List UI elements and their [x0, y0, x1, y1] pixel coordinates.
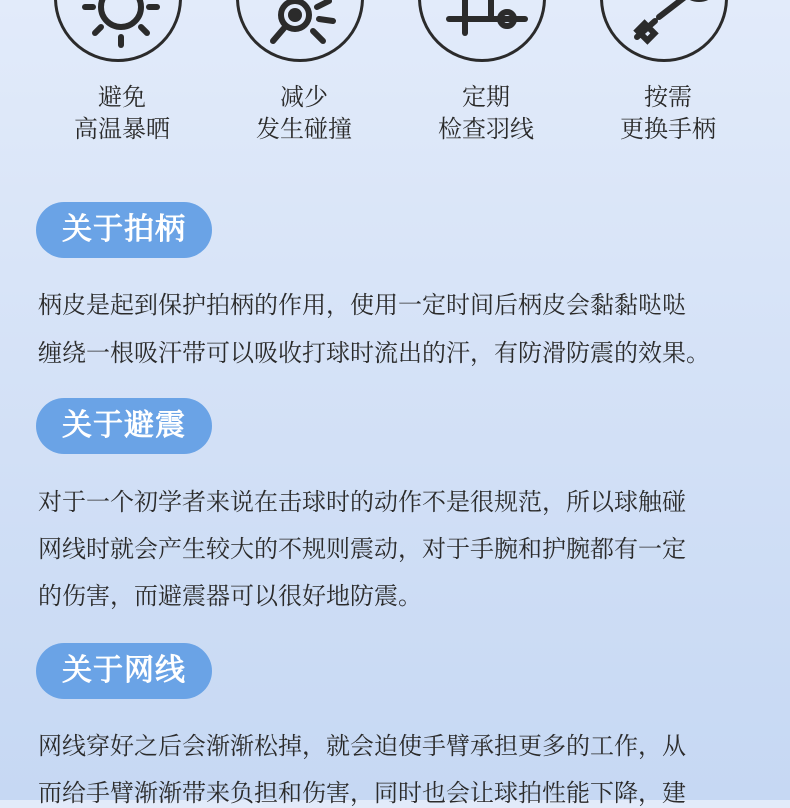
text-line: 缠绕一根吸汗带可以吸收打球时流出的汗，有防滑防震的效果。: [38, 339, 710, 367]
text-line: 网线时就会产生较大的不规则震动，对于手腕和护腕都有一定: [38, 535, 686, 563]
tip-line2: 高温暴晒: [74, 115, 170, 143]
racket-handle-icon: [600, 0, 728, 62]
section-title-damper: 关于避震: [36, 398, 212, 454]
tip-line2: 发生碰撞: [256, 115, 352, 143]
tip-line1: 避免: [98, 83, 146, 111]
text-line: 而给手臂渐渐带来负担和伤害，同时也会让球拍性能下降，建: [38, 779, 686, 807]
text-line: 的伤害，而避震器可以很好地防震。: [38, 582, 422, 610]
racket-string-icon: [418, 0, 546, 62]
tip-line1: 按需: [644, 83, 692, 111]
sun-icon: [54, 0, 182, 62]
tip-line2: 检查羽线: [438, 115, 534, 143]
section-title-strings: 关于网线: [36, 643, 212, 699]
tip-line2: 更换手柄: [620, 115, 716, 143]
text-line: 对于一个初学者来说在击球时的动作不是很规范，所以球触碰: [38, 488, 686, 516]
care-tips-row: [0, 0, 790, 150]
tip-line1: 定期: [462, 83, 510, 111]
magnifier-impact-icon: [236, 0, 364, 62]
text-line: 网线穿好之后会渐渐松掉，就会迫使手臂承担更多的工作，从: [38, 732, 686, 760]
text-line: 柄皮是起到保护拍柄的作用，使用一定时间后柄皮会黏黏哒哒: [38, 291, 686, 319]
section-title-handle: 关于拍柄: [36, 202, 212, 258]
tip-line1: 减少: [280, 83, 328, 111]
